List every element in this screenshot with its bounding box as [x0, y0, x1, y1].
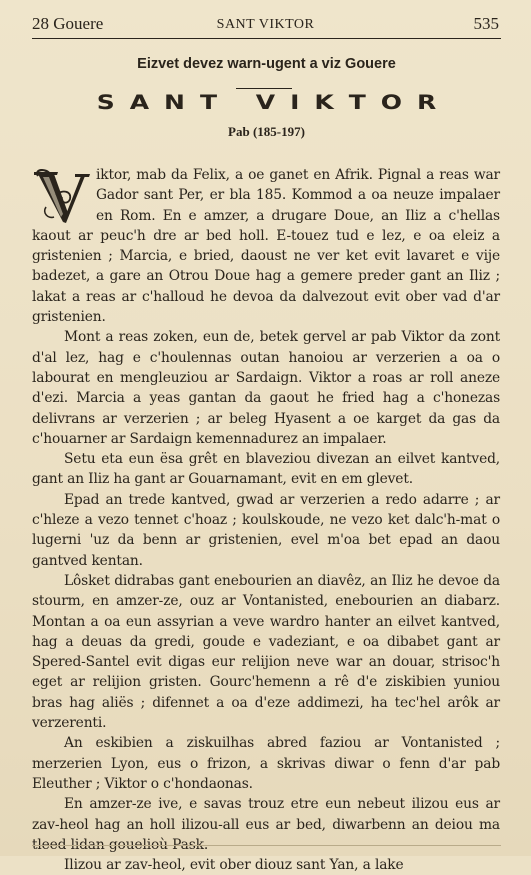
paragraph-5: Lôsket didrabas gant enebourien an diavêz, an Iliz he devoe da stourm, en amzer-ze, ouz ar Vontanisted, enebourien an diabarz. Montan a oa eun assyrian a veve wardro hanter an eilvet kantved, hag a deuas da gredi, goude e vadeziant, e oa dibabet gant ar Spered-Santel evit digas eur relijion neve war an douar, strisoc'h eget ar relijion gristen. Gourc'hemenn a rê d'e ziskibien yuniou bras hag aliës ; difennet a oa d'eze addimezi, ha tec'hel arôk ar verzerenti. — [32, 572, 500, 732]
paragraph-7: En amzer-ze ive, e savas trouz etre eun nebeut ilizou eus ar zav-heol hag an holl ilizou-all eus ar bed, diwarbenn an deiou ma tleed lidan gouelioù Pask. — [32, 796, 500, 853]
paragraph-2: Mont a reas zoken, eun de, betek gervel ar pab Viktor da zont d'al lez, hag e c'houlennas outan hanoiou ar verzerien a oa o labourat en mengleuziou ar Sardaign. Viktor a roas ar roll aneze d'ezi. Marcia a yeas gantan da gaout he fried hag a c'honezas delivrans ar verzerien ; ar beleg Hyasent a oe karget da gas da c'houarner ar Sardaign kemennadurez an impalaer. — [32, 329, 500, 447]
header-rule — [32, 38, 501, 39]
running-head-date: 28 Gouere — [32, 14, 104, 33]
running-head-title: SANT VIKTOR — [216, 17, 315, 32]
running-head — [32, 14, 499, 34]
page-bottom-edge — [32, 845, 501, 846]
paragraph-8: Ilizou ar zav-heol, evit ober diouz sant Yan, a lake — [64, 857, 404, 874]
saint-name-heading: SANT VIKTOR — [96, 91, 452, 114]
paragraph-1: iktor, mab da Felix, a oe ganet en Afrik. Pignal a reas war Gador sant Per, er bla 185. Kommod a oa neuze impalaer en Rom. En e amzer, a drugare Doue, an Iliz a c'hellas kaout ar peuc'h dre ar bed holl. E-touez tud e lez, e oa eleiz a gristenien ; Marcia, e bried, daoust ne ver ket evit lavaret e vije badezet, a gare an Otrou Doue hag a gemere preder gant an Iliz ; lakat a reas ar c'halloud he devoa da dalvezout evit ober vad d'ar gristenien. — [32, 167, 500, 326]
paragraph-6: An eskibien a ziskuilhas abred faziou ar Vontanisted ; merzerien Lyon, eus o frizon, a skrivas diwar o fenn d'ar pab Eleuther ; Viktor o c'hondaonas. — [32, 735, 500, 792]
page-number: 535 — [473, 14, 499, 33]
paragraph-3: Setu eta eun ësa grêt en blaveziou divezan an eilvet kantved, gant an Iliz ha gant ar Gouarnamant, evit en em glevet. — [32, 451, 500, 488]
article-body — [32, 165, 500, 875]
paragraph-4: Epad an trede kantved, gwad ar verzerien a redo adarre ; ar c'hleze a vezo tennet c'hoaz ; koulskoude, ne vezo ket dalc'h-mat o lugerni 'uz da benn ar gristenien, evel m'oa bet epad an daou gantved kentan. — [32, 491, 500, 569]
dropcap-v-ornament — [32, 167, 92, 225]
pope-dates: Pab (185-197) — [228, 124, 305, 139]
title-rule — [236, 88, 292, 89]
section-title: Eizvet devez warn-ugent a viz Gouere — [137, 56, 396, 72]
